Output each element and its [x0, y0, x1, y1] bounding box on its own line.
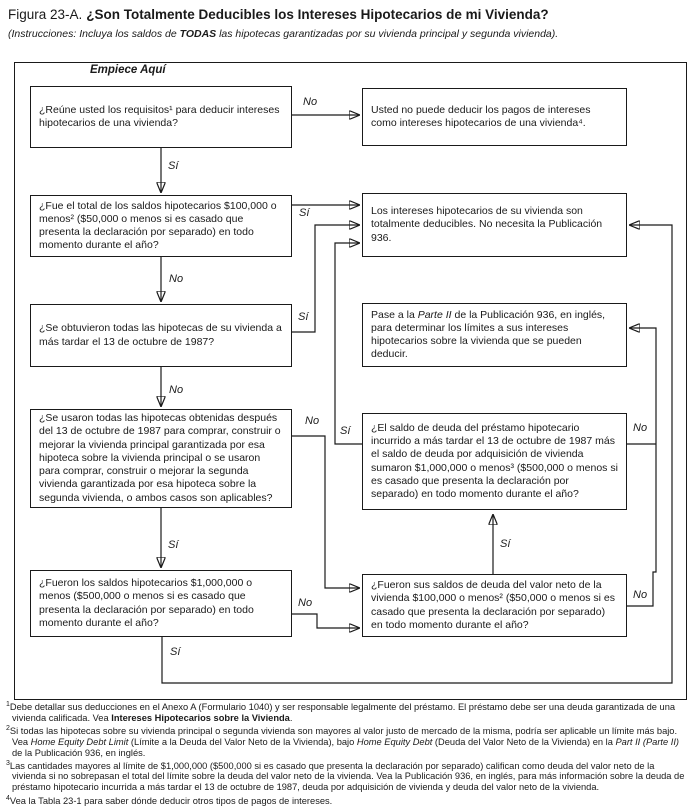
- box-fully-deductible: Los intereses hipotecarios de su vivienda son totalmente deducibles. No necesita la Publicación 936.: [362, 193, 627, 257]
- box-q7-home-equity-100k: ¿Fueron sus saldos de deuda del valor neto de la vivienda $100,000 o menos² ($50,000 o menos si es casado que presenta la declaración por separado) en todo momento durante el año?: [362, 574, 627, 637]
- figure-label: Figura 23-A.: [8, 7, 83, 22]
- box-q3-before-1987: ¿Se obtuvieron todas las hipotecas de su vivienda a más tardar el 13 de octubre de 1987?: [30, 304, 292, 367]
- edge-label-q2-si: Sí: [299, 207, 310, 219]
- edge-label-q5-si: Sí: [340, 425, 351, 437]
- figure-title: [8, 7, 549, 22]
- footnote-1: $^1$Debe detallar sus deducciones en el Anexo A (Formulario 1040) y ser responsable legalmente del préstamo. El préstamo debe ser una deuda garantizada de una vivienda calificada. Vea Intereses Hipotecarios sobre la Vivienda.: [6, 700, 676, 723]
- footnote-4: $^4$Vea la Tabla 23-1 para saber dónde deducir otros tipos de pagos de intereses.: [6, 795, 333, 807]
- box-q1-requirements: ¿Reúne usted los requisitos¹ para deducir intereses hipotecarios de una vivienda?: [30, 86, 292, 148]
- edge-label-q1-si: Sí: [168, 160, 179, 172]
- edge-label-q7-si: Sí: [500, 538, 511, 550]
- edge-label-q4-si: Sí: [168, 539, 179, 551]
- edge-label-q2-no: No: [169, 273, 184, 285]
- edge-label-q7-no: No: [633, 589, 648, 601]
- box-q5-debt-sum-1m: ¿El saldo de deuda del préstamo hipotecario incurrido a más tardar el 13 de octubre de 1987 más el saldo de deuda por adquisición de vivienda sumaron $1,000,000 o menos³ ($500,000 o menos si es casado que presenta la declaración por separado) en todo momento durante el año?: [362, 413, 627, 510]
- box-cannot-deduct: Usted no puede deducir los pagos de intereses como intereses hipotecarios de una vivienda⁴.: [362, 88, 627, 146]
- edge-label-q6-si: Sí: [170, 646, 181, 658]
- box-q6-balances-1m: ¿Fueron los saldos hipotecarios $1,000,000 o menos ($500,000 o menos si es casado que presenta la declaración por separado) en todo momento durante el año?: [30, 570, 292, 637]
- start-here-label: Empiece Aquí: [90, 64, 166, 76]
- footnotes: [6, 702, 688, 809]
- edge-label-q6-no: No: [298, 597, 313, 609]
- edge-label-q5-no: No: [633, 422, 648, 434]
- footnote-2: $^2$Si todas las hipotecas sobre su vivienda principal o segunda vivienda son mayores al valor justo de mercado de la misma, podría ser aplicable un límite más bajo. Vea Home Equity Debt Limit (Límite a la Deuda del Valor Neto de la Vivienda), bajo Home Equity Debt (Deuda del Valor Neto de la Vivienda) en la Part II (Parte II) de la Publicación 936, en inglés.: [6, 724, 680, 758]
- box-q2-total-100k: ¿Fue el total de los saldos hipotecarios $100,000 o menos² ($50,000 o menos si es casado que presenta la declaración por separado) en todo momento durante el año?: [30, 195, 292, 257]
- edge-label-q3-si: Sí: [298, 311, 309, 323]
- edge-label-q3-no: No: [169, 384, 184, 396]
- figure-title-text: ¿Son Totalmente Deducibles los Intereses Hipotecarios de mi Vivienda?: [86, 7, 549, 22]
- box-go-part2: Pase a la Parte II de la Publicación 936, en inglés, para determinar los límites a sus intereses hipotecarios sobre la vivienda que se pueden deducir.: [362, 303, 627, 367]
- footnote-3: $^3$Las cantidades mayores al límite de $1,000,000 ($500,000 si es casado que presenta la declaración por separado) califican como deuda del valor neto de la vivienda si no sobrepasan el total del límite sobre la deuda del valor neto de la vivienda. Vea la Publicación 936, en inglés, para más información sobre la deuda de préstamo hipotecario incurrida a más tardar el 13 de octubre de 1987, deuda por adquisición de vivienda y deuda del valor neto de la vivienda.: [6, 759, 685, 793]
- box-q4-used-to-buy: ¿Se usaron todas las hipotecas obtenidas después del 13 de octubre de 1987 para comprar, construir o mejorar la vivienda principal garantizada por esa hipoteca sobre la vivienda principal o se usaron para comprar, construir o mejorar la segunda vivienda garantizada por esa hipoteca sobre la segunda vivienda, o ambos casos son aplicables?: [30, 409, 292, 508]
- edge-label-q1-no: No: [303, 96, 318, 108]
- edge-label-q4-no: No: [305, 415, 320, 427]
- figure-instructions: (Instrucciones: Incluya los saldos de TODAS las hipotecas garantizadas por su vivienda principal y segunda vivienda).: [8, 28, 559, 40]
